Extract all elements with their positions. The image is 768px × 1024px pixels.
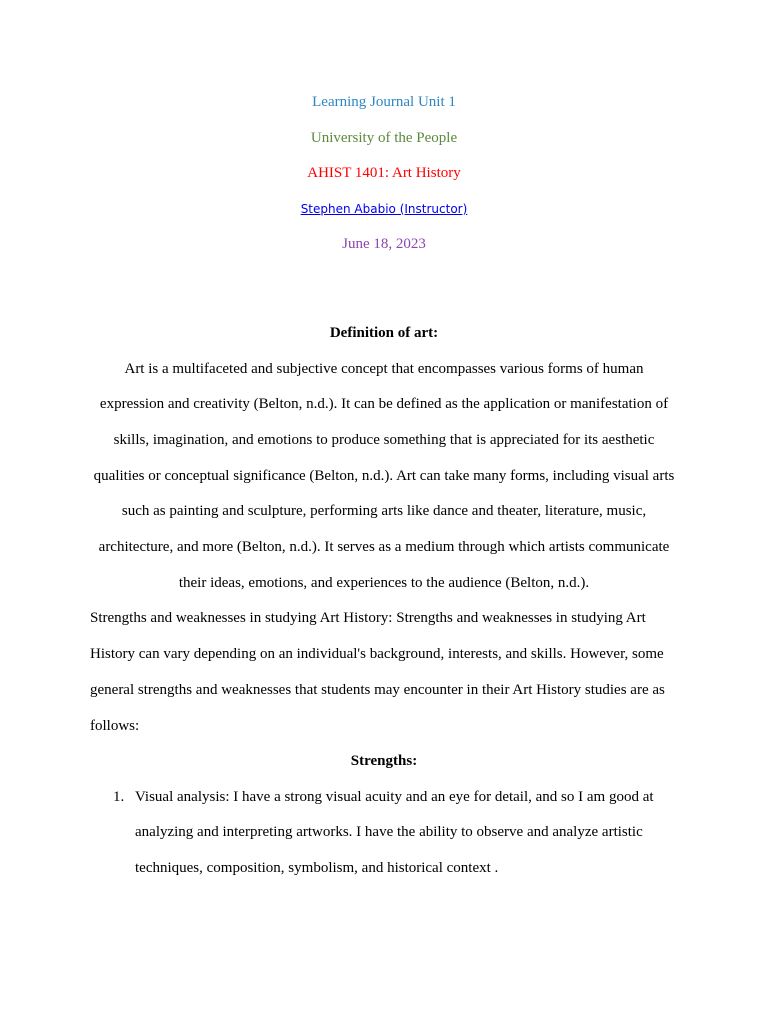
list-item-line: analyzing and interpreting artworks. I have the ability to observe and analyze artistic <box>135 824 643 840</box>
definition-heading: Definition of art: <box>329 325 439 341</box>
definition-line: qualities or conceptual significance (Belton, n.d.). Art can take many forms, including visual arts <box>93 468 675 484</box>
definition-line: such as painting and sculpture, performing arts like dance and theater, literature, music, <box>121 503 647 519</box>
institution-name: University of the People <box>310 130 458 146</box>
strengths-weaknesses-line: History can vary depending on an individual's background, interests, and skills. However, some <box>90 646 664 662</box>
strengths-weaknesses-line: Strengths and weaknesses in studying Art History: Strengths and weaknesses in studying Art <box>90 610 646 626</box>
list-item-line: techniques, composition, symbolism, and historical context . <box>135 860 499 876</box>
list-item-line: Visual analysis: I have a strong visual acuity and an eye for detail, and so I am good at <box>135 789 654 805</box>
journal-title: Learning Journal Unit 1 <box>312 94 456 110</box>
definition-line: Art is a multifaceted and subjective concept that encompasses various forms of human <box>124 361 644 377</box>
strengths-heading: Strengths: <box>350 753 418 769</box>
date-line: June 18, 2023 <box>342 236 426 252</box>
instructor-link[interactable]: Stephen Ababio (Instructor) <box>300 202 468 216</box>
instructor-line <box>0 199 768 219</box>
definition-line: their ideas, emotions, and experiences to the audience (Belton, n.d.). <box>178 575 590 591</box>
definition-line: expression and creativity (Belton, n.d.). It can be defined as the application or manifestation of <box>99 396 669 412</box>
list-item-number: 1. <box>113 789 125 805</box>
definition-line: architecture, and more (Belton, n.d.). It serves as a medium through which artists communicate <box>98 539 670 555</box>
strengths-weaknesses-line: follows: <box>90 718 140 734</box>
definition-line: skills, imagination, and emotions to produce something that is appreciated for its aesthetic <box>113 432 655 448</box>
strengths-weaknesses-line: general strengths and weaknesses that students may encounter in their Art History studies are as <box>90 682 665 698</box>
course-name: AHIST 1401: Art History <box>307 165 461 181</box>
